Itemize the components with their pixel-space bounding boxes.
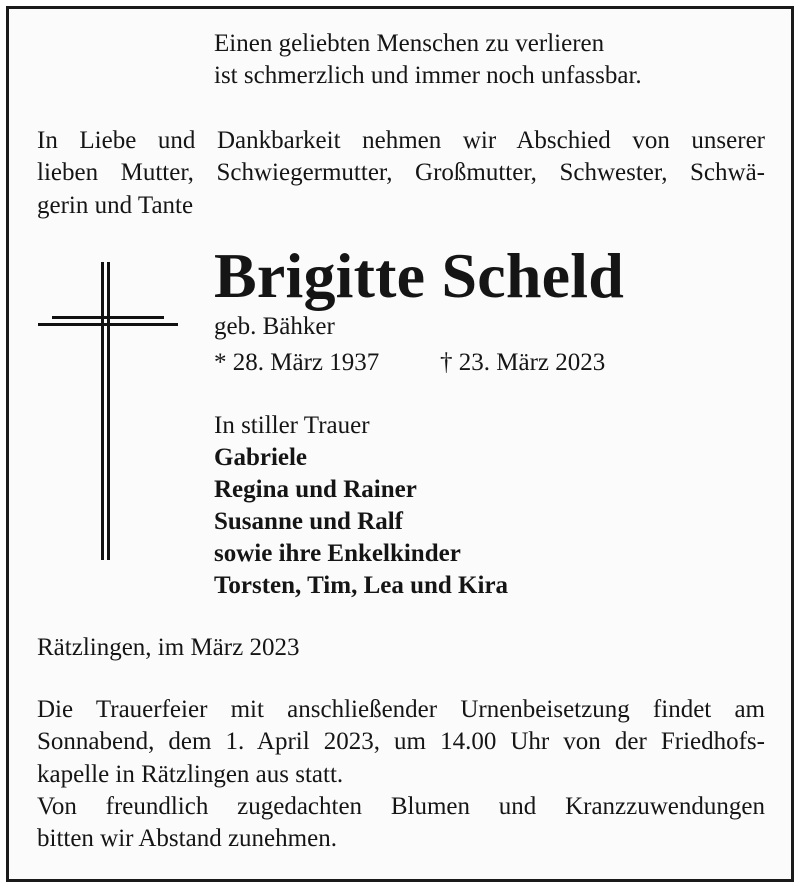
funeral-line-5: bitten wir Abstand zunehmen. bbox=[37, 825, 337, 852]
mourners-heading: In stiller Trauer bbox=[214, 412, 370, 439]
maiden-name: geb. Bähker bbox=[214, 313, 335, 340]
funeral-line-3: kapelle in Rätzlingen aus statt. bbox=[37, 761, 344, 788]
place-date: Rätzlingen, im März 2023 bbox=[37, 634, 300, 661]
birth-date: * 28. März 1937 bbox=[214, 349, 380, 376]
mourner-name: sowie ihre Enkelkinder bbox=[214, 540, 461, 567]
motto-line-2: ist schmerzlich und immer noch unfassbar. bbox=[214, 62, 642, 89]
mourner-name: Regina und Rainer bbox=[214, 476, 417, 503]
cross-icon bbox=[38, 262, 178, 562]
intro-line-3: gerin und Tante bbox=[37, 192, 194, 219]
intro-line-2: lieben Mutter, Schwiegermutter, Großmutter, Schwester, Schwä- bbox=[37, 159, 765, 186]
mourner-name: Torsten, Tim, Lea und Kira bbox=[214, 572, 509, 599]
intro-line-1: In Liebe und Dankbarkeit nehmen wir Abschied von unserer bbox=[37, 127, 765, 154]
funeral-line-1: Die Trauerfeier mit anschließender Urnenbeisetzung findet am bbox=[37, 696, 765, 723]
death-date: † 23. März 2023 bbox=[440, 349, 606, 376]
motto-line-1: Einen geliebten Menschen zu verlieren bbox=[214, 30, 605, 57]
deceased-name: Brigitte Scheld bbox=[214, 240, 625, 311]
funeral-line-4: Von freundlich zugedachten Blumen und Kranzzuwendungen bbox=[37, 793, 765, 820]
funeral-line-2: Sonnabend, dem 1. April 2023, um 14.00 Uhr von der Friedhofs- bbox=[37, 728, 765, 755]
mourner-name: Susanne und Ralf bbox=[214, 508, 403, 535]
mourner-name: Gabriele bbox=[214, 444, 308, 471]
